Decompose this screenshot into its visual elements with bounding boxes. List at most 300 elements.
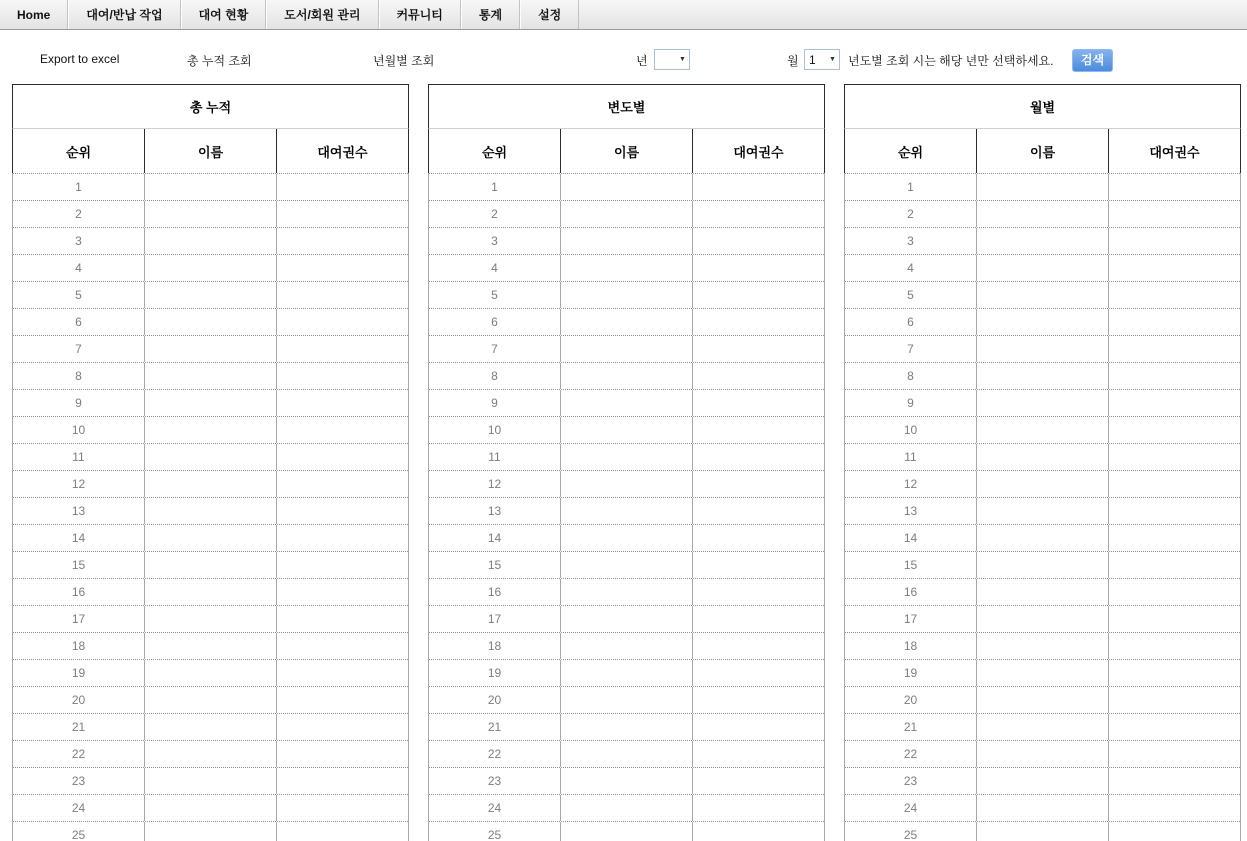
count-cell	[276, 660, 408, 686]
table-row	[845, 308, 1240, 335]
rank-cell: 22	[487, 747, 502, 761]
name-cell	[976, 390, 1108, 416]
name-cell	[560, 336, 692, 362]
name-cell	[560, 714, 692, 740]
nav-item-stats[interactable]: 통계	[461, 0, 520, 29]
rank-cell: 14	[903, 531, 918, 545]
count-cell	[1108, 444, 1240, 470]
column-header-count: 대여권수	[276, 129, 408, 173]
count-cell	[276, 471, 408, 497]
rank-cell: 9	[907, 396, 914, 410]
name-cell	[560, 606, 692, 632]
count-cell	[1108, 552, 1240, 578]
name-cell	[560, 255, 692, 281]
name-cell	[976, 498, 1108, 524]
table-row	[429, 470, 824, 497]
rank-cell: 12	[903, 477, 918, 491]
name-cell	[144, 255, 276, 281]
table-row	[845, 632, 1240, 659]
chevron-down-icon[interactable]: ▼	[679, 56, 686, 63]
count-cell	[1108, 606, 1240, 632]
count-cell	[276, 417, 408, 443]
name-cell	[144, 714, 276, 740]
column-header-row	[12, 128, 409, 173]
count-cell	[1108, 687, 1240, 713]
table-row	[845, 389, 1240, 416]
count-cell	[276, 282, 408, 308]
name-cell	[144, 174, 276, 200]
name-cell	[144, 390, 276, 416]
table-row	[429, 254, 824, 281]
table-row	[845, 281, 1240, 308]
toolbar	[0, 30, 1247, 84]
rank-cell: 24	[487, 801, 502, 815]
nav-item-community[interactable]: 커뮤니티	[379, 0, 461, 29]
nav-item-rental-return[interactable]: 대여/반납 작업	[68, 0, 180, 29]
rank-cell: 16	[487, 585, 502, 599]
count-cell	[276, 363, 408, 389]
count-cell	[692, 417, 824, 443]
rank-cell: 13	[487, 504, 502, 518]
name-cell	[560, 498, 692, 524]
name-cell	[144, 363, 276, 389]
rank-cell: 19	[903, 666, 918, 680]
count-cell	[276, 552, 408, 578]
count-cell	[1108, 714, 1240, 740]
count-cell	[1108, 390, 1240, 416]
chevron-down-icon[interactable]: ▼	[829, 56, 836, 63]
name-cell	[976, 174, 1108, 200]
name-cell	[144, 336, 276, 362]
table-row	[13, 686, 408, 713]
rank-cell: 19	[71, 666, 86, 680]
rank-cell: 6	[75, 315, 82, 329]
rank-cell: 3	[491, 234, 498, 248]
name-cell	[144, 417, 276, 443]
name-cell	[976, 363, 1108, 389]
name-cell	[976, 201, 1108, 227]
count-cell	[276, 822, 408, 841]
name-cell	[976, 309, 1108, 335]
rank-cell: 25	[903, 828, 918, 841]
nav-item-settings[interactable]: 설정	[520, 0, 579, 29]
name-cell	[976, 444, 1108, 470]
rank-cell: 8	[75, 369, 82, 383]
table-row	[429, 821, 824, 841]
name-cell	[976, 741, 1108, 767]
rank-cell: 24	[903, 801, 918, 815]
rank-cell: 20	[487, 693, 502, 707]
table-row	[429, 605, 824, 632]
rank-cell: 16	[903, 585, 918, 599]
table-row	[845, 470, 1240, 497]
name-cell	[144, 552, 276, 578]
table-row	[845, 335, 1240, 362]
rank-cell: 10	[903, 423, 918, 437]
name-cell	[976, 714, 1108, 740]
rank-cell: 20	[903, 693, 918, 707]
table-row	[13, 551, 408, 578]
rank-cell: 4	[75, 261, 82, 275]
table-row	[13, 308, 408, 335]
count-cell	[276, 255, 408, 281]
name-cell	[560, 309, 692, 335]
count-cell	[276, 498, 408, 524]
rank-cell: 22	[71, 747, 86, 761]
rank-cell: 16	[71, 585, 86, 599]
count-cell	[692, 336, 824, 362]
rank-cell: 2	[491, 207, 498, 221]
column-header-row	[428, 128, 825, 173]
table-row	[13, 821, 408, 841]
table-row	[429, 551, 824, 578]
table-row	[845, 740, 1240, 767]
count-cell	[1108, 201, 1240, 227]
table-row	[13, 443, 408, 470]
column-header-rank: 순위	[65, 144, 92, 160]
yearmonth-query-link[interactable]: 년월별 조회	[373, 54, 435, 68]
count-cell	[1108, 579, 1240, 605]
rank-cell: 6	[907, 315, 914, 329]
rank-cell: 15	[903, 558, 918, 572]
table-row	[429, 227, 824, 254]
count-cell	[276, 714, 408, 740]
count-cell	[692, 579, 824, 605]
nav-item-rental-status[interactable]: 대여 현황	[181, 0, 267, 29]
count-cell	[1108, 471, 1240, 497]
table-row	[845, 659, 1240, 686]
table-row	[429, 578, 824, 605]
rank-cell: 24	[71, 801, 86, 815]
name-cell	[144, 660, 276, 686]
count-cell	[276, 444, 408, 470]
table-row	[13, 227, 408, 254]
table-title-yearly: 변도별	[428, 84, 825, 128]
rank-cell: 7	[491, 342, 498, 356]
count-cell	[692, 795, 824, 821]
table-row	[845, 254, 1240, 281]
name-cell	[560, 822, 692, 841]
table-row	[13, 470, 408, 497]
count-cell	[276, 390, 408, 416]
count-cell	[1108, 525, 1240, 551]
main-nav	[0, 0, 1247, 30]
name-cell	[976, 633, 1108, 659]
table-row	[13, 335, 408, 362]
table-row	[429, 416, 824, 443]
table-row	[13, 281, 408, 308]
count-cell	[1108, 498, 1240, 524]
count-cell	[692, 660, 824, 686]
name-cell	[560, 201, 692, 227]
name-cell	[560, 363, 692, 389]
total-cumulative-query-link[interactable]: 총 누적 조회	[187, 54, 252, 68]
name-cell	[976, 552, 1108, 578]
rank-cell: 21	[903, 720, 918, 734]
count-cell	[692, 633, 824, 659]
name-cell	[560, 282, 692, 308]
name-cell	[560, 741, 692, 767]
name-cell	[976, 795, 1108, 821]
column-header-rank: 순위	[897, 144, 924, 160]
rank-cell: 17	[903, 612, 918, 626]
table-row	[845, 416, 1240, 443]
name-cell	[560, 660, 692, 686]
table-row	[845, 173, 1240, 200]
rank-cell: 5	[907, 288, 914, 302]
table-title-monthly: 월별	[844, 84, 1241, 128]
year-label: 년	[636, 54, 648, 68]
count-cell	[1108, 417, 1240, 443]
name-cell	[560, 390, 692, 416]
name-cell	[976, 768, 1108, 794]
export-to-excel-link[interactable]: Export to excel	[40, 52, 120, 66]
table-row	[429, 794, 824, 821]
count-cell	[276, 228, 408, 254]
column-header-name: 이름	[560, 129, 692, 173]
nav-item-home[interactable]: Home	[0, 0, 68, 29]
count-cell	[276, 579, 408, 605]
name-cell	[976, 336, 1108, 362]
rank-cell: 13	[71, 504, 86, 518]
count-cell	[276, 633, 408, 659]
rank-cell: 4	[491, 261, 498, 275]
name-cell	[144, 822, 276, 841]
count-cell	[692, 444, 824, 470]
count-cell	[692, 687, 824, 713]
column-header-name: 이름	[976, 129, 1108, 173]
name-cell	[976, 255, 1108, 281]
rank-cell: 1	[491, 180, 498, 194]
table-row	[429, 443, 824, 470]
rank-cell: 5	[491, 288, 498, 302]
count-cell	[1108, 741, 1240, 767]
name-cell	[144, 498, 276, 524]
rank-cell: 13	[903, 504, 918, 518]
table-row	[845, 227, 1240, 254]
rank-cell: 20	[71, 693, 86, 707]
month-select-value: 1	[809, 52, 816, 67]
table-row	[13, 713, 408, 740]
name-cell	[144, 309, 276, 335]
rank-cell: 23	[71, 774, 86, 788]
name-cell	[560, 444, 692, 470]
table-row	[13, 740, 408, 767]
rank-cell: 25	[71, 828, 86, 841]
table-row	[429, 659, 824, 686]
count-cell	[1108, 660, 1240, 686]
table-row	[13, 578, 408, 605]
count-cell	[692, 606, 824, 632]
month-select[interactable]	[804, 49, 840, 70]
rank-cell: 3	[75, 234, 82, 248]
table-total-cumulative	[12, 84, 409, 841]
count-cell	[276, 795, 408, 821]
name-cell	[976, 228, 1108, 254]
rank-cell: 4	[907, 261, 914, 275]
count-cell	[1108, 768, 1240, 794]
table-monthly	[844, 84, 1241, 841]
table-row	[429, 389, 824, 416]
rank-cell: 11	[72, 450, 85, 464]
name-cell	[976, 282, 1108, 308]
rank-cell: 14	[487, 531, 502, 545]
name-cell	[144, 471, 276, 497]
rank-cell: 12	[71, 477, 86, 491]
name-cell	[560, 579, 692, 605]
table-row	[429, 632, 824, 659]
table-row	[429, 713, 824, 740]
count-cell	[692, 255, 824, 281]
count-cell	[692, 282, 824, 308]
count-cell	[276, 525, 408, 551]
table-row	[845, 686, 1240, 713]
rank-cell: 21	[71, 720, 86, 734]
count-cell	[692, 552, 824, 578]
table-row	[429, 740, 824, 767]
rank-cell: 17	[71, 612, 86, 626]
table-row	[13, 605, 408, 632]
count-cell	[1108, 282, 1240, 308]
table-row	[429, 308, 824, 335]
rank-cell: 6	[491, 315, 498, 329]
rank-cell: 15	[71, 558, 86, 572]
rank-cell: 18	[487, 639, 502, 653]
table-row	[429, 281, 824, 308]
name-cell	[560, 687, 692, 713]
rank-cell: 11	[488, 450, 501, 464]
name-cell	[976, 417, 1108, 443]
name-cell	[560, 417, 692, 443]
rank-cell: 15	[487, 558, 502, 572]
table-row	[13, 659, 408, 686]
table-row	[13, 497, 408, 524]
count-cell	[692, 714, 824, 740]
name-cell	[144, 579, 276, 605]
table-row	[429, 335, 824, 362]
count-cell	[276, 336, 408, 362]
count-cell	[276, 606, 408, 632]
rank-cell: 8	[491, 369, 498, 383]
table-row	[429, 200, 824, 227]
rank-cell: 23	[487, 774, 502, 788]
rank-cell: 9	[491, 396, 498, 410]
name-cell	[144, 795, 276, 821]
table-row	[845, 713, 1240, 740]
count-cell	[276, 174, 408, 200]
count-cell	[1108, 795, 1240, 821]
table-row	[845, 362, 1240, 389]
rank-cell: 1	[75, 180, 82, 194]
name-cell	[144, 768, 276, 794]
table-body	[12, 173, 409, 841]
rank-cell: 8	[907, 369, 914, 383]
table-row	[429, 173, 824, 200]
count-cell	[1108, 255, 1240, 281]
rank-cell: 2	[75, 207, 82, 221]
rank-cell: 22	[903, 747, 918, 761]
count-cell	[1108, 174, 1240, 200]
table-row	[13, 362, 408, 389]
query-hint: 년도별 조회 시는 해당 년만 선택하세요.	[848, 54, 1054, 68]
rank-cell: 7	[907, 342, 914, 356]
table-row	[845, 200, 1240, 227]
name-cell	[976, 687, 1108, 713]
rank-cell: 9	[75, 396, 82, 410]
table-row	[13, 200, 408, 227]
nav-item-book-member-mgmt[interactable]: 도서/회원 관리	[266, 0, 378, 29]
count-cell	[276, 687, 408, 713]
count-cell	[692, 390, 824, 416]
month-label: 월	[787, 54, 799, 68]
name-cell	[976, 525, 1108, 551]
column-header-count: 대여권수	[692, 129, 824, 173]
rank-cell: 5	[75, 288, 82, 302]
name-cell	[976, 822, 1108, 841]
name-cell	[560, 525, 692, 551]
column-header-rank: 순위	[481, 144, 508, 160]
year-select[interactable]	[654, 49, 690, 70]
name-cell	[560, 552, 692, 578]
table-row	[13, 632, 408, 659]
table-yearly	[428, 84, 825, 841]
rank-cell: 2	[907, 207, 914, 221]
table-row	[429, 497, 824, 524]
rank-cell: 14	[71, 531, 86, 545]
count-cell	[276, 741, 408, 767]
column-header-row	[844, 128, 1241, 173]
count-cell	[692, 498, 824, 524]
name-cell	[144, 633, 276, 659]
table-row	[13, 524, 408, 551]
name-cell	[976, 471, 1108, 497]
count-cell	[276, 309, 408, 335]
count-cell	[1108, 228, 1240, 254]
rank-cell: 12	[487, 477, 502, 491]
table-row	[845, 767, 1240, 794]
table-row	[845, 497, 1240, 524]
table-row	[845, 578, 1240, 605]
rank-cell: 18	[903, 639, 918, 653]
table-row	[429, 767, 824, 794]
search-button[interactable]: 검색	[1072, 49, 1113, 72]
rank-cell: 10	[71, 423, 86, 437]
column-header-count: 대여권수	[1108, 129, 1240, 173]
table-row	[429, 524, 824, 551]
count-cell	[1108, 309, 1240, 335]
table-row	[13, 389, 408, 416]
rank-cell: 10	[487, 423, 502, 437]
table-row	[13, 794, 408, 821]
name-cell	[144, 444, 276, 470]
table-row	[429, 686, 824, 713]
rank-cell: 1	[907, 180, 914, 194]
table-row	[429, 362, 824, 389]
count-cell	[1108, 822, 1240, 841]
name-cell	[144, 228, 276, 254]
name-cell	[560, 795, 692, 821]
count-cell	[692, 201, 824, 227]
count-cell	[692, 768, 824, 794]
count-cell	[276, 201, 408, 227]
rank-cell: 17	[487, 612, 502, 626]
rank-cell: 21	[487, 720, 502, 734]
name-cell	[560, 228, 692, 254]
name-cell	[144, 201, 276, 227]
count-cell	[692, 174, 824, 200]
table-row	[845, 794, 1240, 821]
name-cell	[560, 471, 692, 497]
